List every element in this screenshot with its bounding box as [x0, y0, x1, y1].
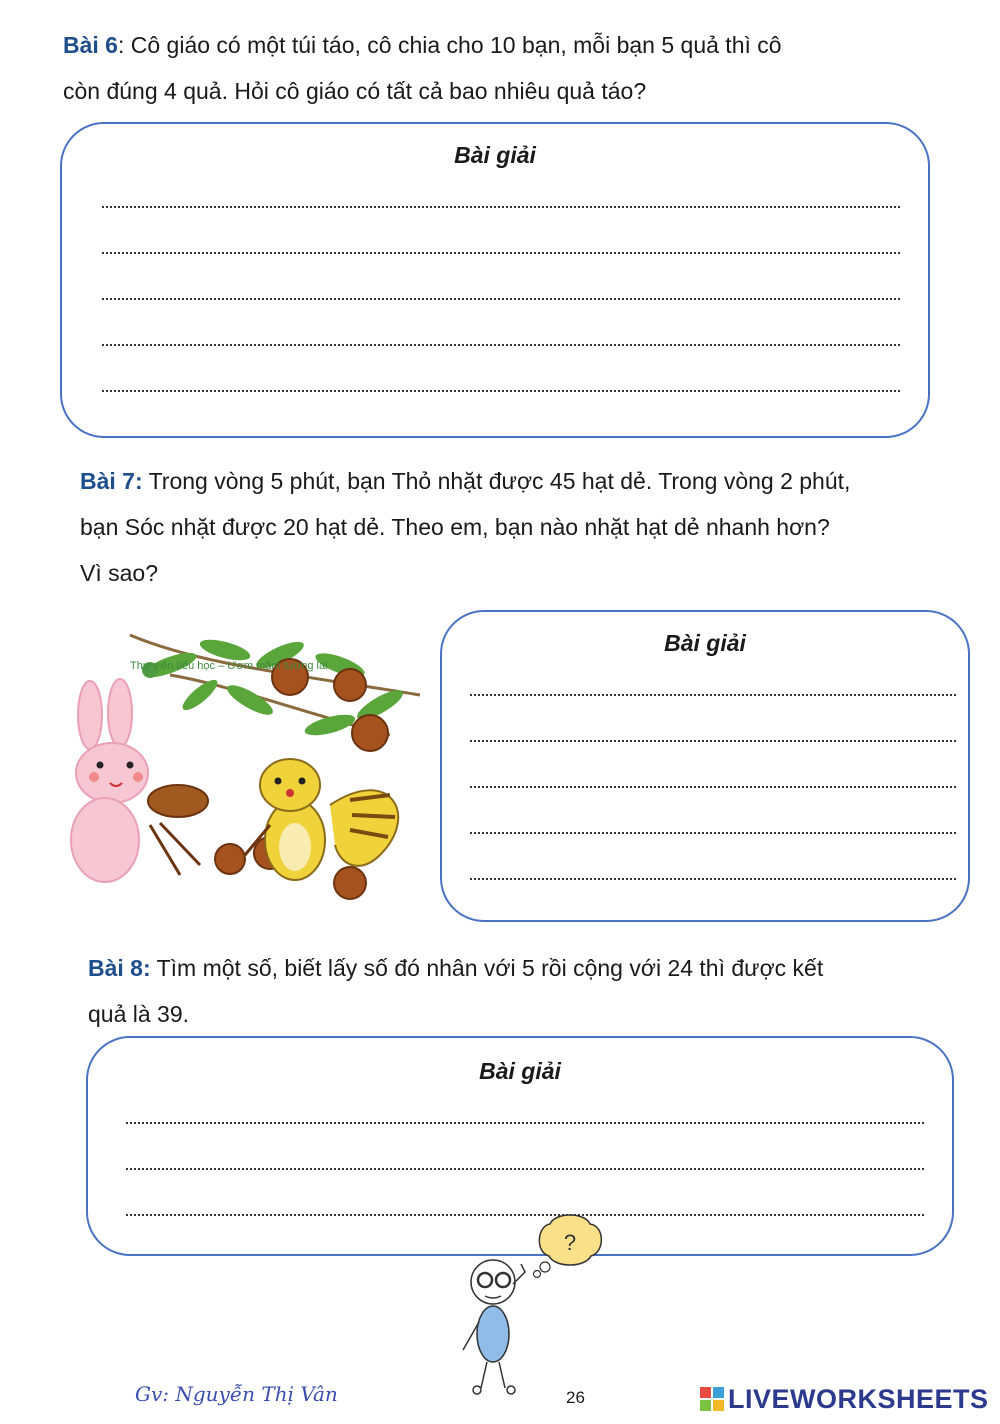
image-watermark: Thư viện tiểu học – Ươm mầm tương lai — [130, 660, 328, 672]
page-number: 26 — [566, 1388, 585, 1407]
answer-line-6-4[interactable] — [102, 344, 900, 346]
answer-box-7 — [440, 610, 970, 922]
liveworksheets-logo-icon — [700, 1387, 724, 1411]
answer-line-7-1[interactable] — [470, 694, 956, 696]
problem-8-line1: Tìm một số, biết lấy số đó nhân với 5 rồi cộng với 24 thì được kết — [150, 955, 824, 981]
problem-8-line2: quả là 39. — [88, 1001, 190, 1027]
svg-text:?: ? — [563, 1230, 577, 1255]
problem-7-line1: Trong vòng 5 phút, bạn Thỏ nhặt được 45 hạt dẻ. Trong vòng 2 phút, — [142, 468, 851, 494]
problem-8-label: Bài 8: — [88, 955, 151, 981]
brand-label: LIVEWORKSHEETS — [728, 1384, 989, 1414]
problem-6-text — [63, 22, 943, 114]
problem-7-line3: Vì sao? — [80, 560, 158, 586]
answer-line-6-1[interactable] — [102, 206, 900, 208]
teacher-signature: Gv: Nguyễn Thị Vân — [135, 1382, 338, 1406]
thinking-boy-icon — [455, 1212, 615, 1402]
problem-6-line1: : Cô giáo có một túi táo, cô chia cho 10 bạn, mỗi bạn 5 quả thì cô — [117, 32, 782, 58]
problem-7-line2: bạn Sóc nhặt được 20 hạt dẻ. Theo em, bạn nào nhặt hạt dẻ nhanh hơn? — [80, 514, 830, 540]
answer-line-7-4[interactable] — [470, 832, 956, 834]
problem-6-line2: còn đúng 4 quả. Hỏi cô giáo có tất cả bao nhiêu quả táo? — [63, 78, 647, 104]
answer-heading-7: Bài giải — [664, 630, 746, 656]
answer-box-6 — [60, 122, 930, 438]
answer-line-6-2[interactable] — [102, 252, 900, 254]
answer-line-7-3[interactable] — [470, 786, 956, 788]
answer-heading-6: Bài giải — [454, 142, 536, 168]
problem-7-label: Bài 7: — [80, 468, 143, 494]
answer-line-6-3[interactable] — [102, 298, 900, 300]
answer-line-8-1[interactable] — [126, 1122, 924, 1124]
problem-6-label: Bài 6 — [63, 32, 118, 58]
answer-heading-8: Bài giải — [479, 1058, 561, 1084]
answer-line-7-2[interactable] — [470, 740, 956, 742]
answer-line-7-5[interactable] — [470, 878, 956, 880]
answer-line-8-2[interactable] — [126, 1168, 924, 1170]
problem-7-text — [80, 458, 980, 596]
question-bubble-icon — [534, 1215, 602, 1278]
liveworksheets-brand[interactable] — [700, 1384, 989, 1415]
problem-8-text — [88, 945, 968, 1037]
answer-line-6-5[interactable] — [102, 390, 900, 392]
